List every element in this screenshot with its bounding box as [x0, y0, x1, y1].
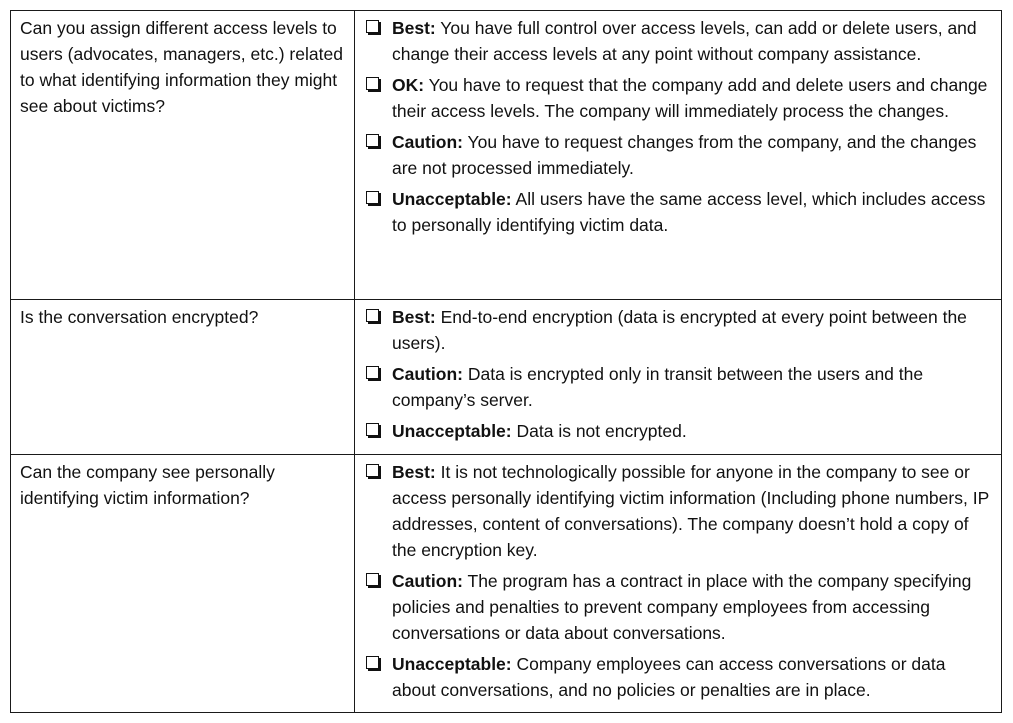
option-level: Unacceptable:	[392, 421, 512, 441]
option-text: Company employees can access conversations or data about conversations, and no policies or penalties are in place.	[392, 654, 946, 700]
question-cell: Can the company see personally identifying victim information?	[11, 455, 355, 713]
option-level: Unacceptable:	[392, 189, 512, 209]
option-text: Data is encrypted only in transit between the users and the company’s server.	[392, 364, 924, 410]
option-item	[365, 568, 989, 646]
option-item	[365, 459, 989, 563]
option-level: Unacceptable:	[392, 654, 512, 674]
option-level: Best:	[392, 18, 436, 38]
option-level: Caution:	[392, 571, 463, 591]
checkbox-icon[interactable]	[366, 366, 379, 379]
table-row	[11, 11, 1002, 300]
checkbox-icon[interactable]	[366, 573, 379, 586]
checkbox-icon[interactable]	[366, 20, 379, 33]
option-level: Best:	[392, 462, 436, 482]
option-level: Best:	[392, 307, 436, 327]
checkbox-icon[interactable]	[366, 77, 379, 90]
answers-cell	[355, 300, 1002, 455]
checkbox-icon[interactable]	[366, 656, 379, 669]
answers-cell	[355, 11, 1002, 300]
option-text: You have to request that the company add and delete users and change their access levels. The company will immediately process the changes.	[392, 75, 988, 121]
option-item	[365, 129, 989, 181]
option-item	[365, 304, 989, 356]
option-item	[365, 361, 989, 413]
question-cell: Can you assign different access levels to users (advocates, managers, etc.) related to what identifying information they might see about victims?	[11, 11, 355, 300]
checkbox-icon[interactable]	[366, 134, 379, 147]
criteria-table	[10, 10, 1002, 713]
checkbox-icon[interactable]	[366, 423, 379, 436]
option-text: Data is not encrypted.	[511, 421, 687, 441]
checkbox-icon[interactable]	[366, 464, 379, 477]
table-row	[11, 300, 1002, 455]
option-text: It is not technologically possible for anyone in the company to see or access personally identifying victim information (Including phone numbers, IP addresses, content of conversations). The company doesn’t hold a copy of the encryption key.	[392, 462, 989, 560]
option-item	[365, 418, 989, 444]
option-text: End-to-end encryption (data is encrypted at every point between the users).	[392, 307, 967, 353]
table-row	[11, 455, 1002, 713]
option-item	[365, 72, 989, 124]
option-level: OK:	[392, 75, 425, 95]
answers-cell	[355, 455, 1002, 713]
checkbox-icon[interactable]	[366, 309, 379, 322]
option-level: Caution:	[392, 364, 463, 384]
option-item	[365, 186, 989, 238]
option-text: The program has a contract in place with the company specifying policies and penalties to prevent company employees from accessing conversations or data about conversations.	[392, 571, 972, 643]
checkbox-icon[interactable]	[366, 191, 379, 204]
option-item	[365, 15, 989, 67]
option-text: You have to request changes from the company, and the changes are not processed immediately.	[392, 132, 977, 178]
option-text: All users have the same access level, which includes access to personally identifying victim data.	[392, 189, 986, 235]
option-text: You have full control over access levels, can add or delete users, and change their access levels at any point without company assistance.	[392, 18, 977, 64]
option-level: Caution:	[392, 132, 463, 152]
option-item	[365, 651, 989, 703]
question-cell: Is the conversation encrypted?	[11, 300, 355, 455]
